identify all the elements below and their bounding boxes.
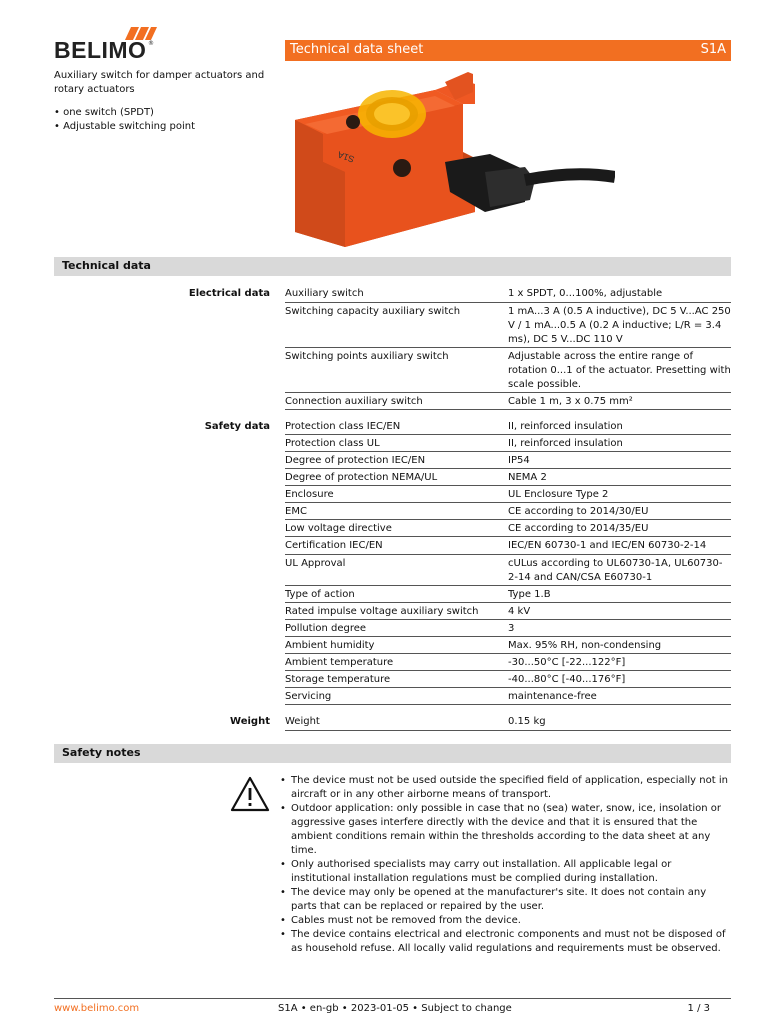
section-technical-data	[54, 257, 731, 276]
table-row	[285, 303, 731, 348]
row-key: Pollution degree	[285, 623, 367, 634]
warning-triangle-icon	[230, 776, 270, 812]
table-row	[285, 713, 731, 731]
row-key: Ambient humidity	[285, 640, 375, 651]
table-row	[285, 486, 731, 503]
group-label-weight: Weight	[230, 716, 270, 727]
banner-title: Technical data sheet	[290, 42, 424, 57]
row-value: Adjustable across the entire range of rotation 0...1 of the actuator. Presetting with scale possible.	[508, 351, 731, 390]
page-number: 1 / 3	[687, 1003, 710, 1014]
row-value: 0.15 kg	[508, 716, 546, 727]
row-key: Protection class UL	[285, 438, 380, 449]
row-value: 1 x SPDT, 0...100%, adjustable	[508, 288, 663, 299]
row-value: Cable 1 m, 3 x 0.75 mm²	[508, 396, 633, 407]
row-value: IP54	[508, 455, 530, 466]
row-value: Type 1.B	[508, 589, 551, 600]
row-key: Weight	[285, 716, 320, 727]
website-link[interactable]: www.belimo.com	[54, 1003, 140, 1014]
row-key: Auxiliary switch	[285, 288, 364, 299]
row-value: -30...50°C [-22...122°F]	[508, 657, 626, 668]
logo-registered-mark: ®	[148, 40, 154, 47]
title-banner	[285, 40, 731, 61]
logo-text: BELIMO	[54, 37, 147, 63]
safety-note: • Outdoor application: only possible in case that no (sea) water, snow, ice, insolation or aggressive gases interfere directly with the device and that it is ensured that the ambient conditions remain within the thresholds according to the data sheet at any time.	[278, 802, 733, 858]
section-title: Technical data	[62, 259, 151, 272]
row-value: NEMA 2	[508, 472, 547, 483]
safety-note: • Cables must not be removed from the device.	[278, 914, 733, 928]
table-row	[285, 435, 731, 452]
row-key: Connection auxiliary switch	[285, 396, 423, 407]
device-label: S1A	[336, 149, 356, 165]
safety-note: • The device must not be used outside the specified field of application, especially not in aircraft or in any other airborne means of transport.	[278, 774, 733, 802]
product-code: S1A	[700, 42, 726, 57]
row-key: Storage temperature	[285, 674, 391, 685]
row-value: 4 kV	[508, 606, 531, 617]
row-key: Servicing	[285, 691, 332, 702]
row-value: maintenance-free	[508, 691, 597, 702]
feature-item: • Adjustable switching point	[54, 121, 195, 132]
row-value: 1 mA...3 A (0.5 A inductive), DC 5 V...AC 250 V / 1 mA...0.5 A (0.2 A inductive; L/R = 3.4 ms), DC 5 V...DC 110 V	[508, 306, 731, 345]
feature-item: • one switch (SPDT)	[54, 107, 154, 118]
safety-notes-list	[278, 774, 733, 956]
row-value: UL Enclosure Type 2	[508, 489, 609, 500]
section-title: Safety notes	[62, 746, 141, 759]
row-value: cULus according to UL60730-1A, UL60730-2-14 and CAN/CSA E60730-1	[508, 558, 723, 583]
table-row	[285, 671, 731, 688]
table-row	[285, 469, 731, 486]
row-value: CE according to 2014/35/EU	[508, 523, 649, 534]
belimo-logo	[54, 27, 154, 67]
footer-divider	[54, 998, 731, 999]
row-key: Protection class IEC/EN	[285, 421, 401, 432]
row-key: Rated impulse voltage auxiliary switch	[285, 606, 479, 617]
row-key: Enclosure	[285, 489, 334, 500]
product-subtitle: Auxiliary switch for damper actuators and rotary actuators	[54, 70, 265, 95]
table-row	[285, 603, 731, 620]
row-value: 3	[508, 623, 515, 634]
row-key: Certification IEC/EN	[285, 540, 383, 551]
row-key: Switching capacity auxiliary switch	[285, 306, 461, 317]
row-key: Low voltage directive	[285, 523, 392, 534]
auxiliary-switch-photo	[285, 62, 615, 252]
table-row	[285, 393, 731, 410]
row-key: Degree of protection IEC/EN	[285, 455, 426, 466]
table-row	[285, 418, 731, 435]
row-key: Switching points auxiliary switch	[285, 351, 449, 362]
row-key: Type of action	[285, 589, 355, 600]
table-row	[285, 620, 731, 637]
row-key: Degree of protection NEMA/UL	[285, 472, 438, 483]
row-value: -40...80°C [-40...176°F]	[508, 674, 626, 685]
table-row	[285, 555, 731, 586]
table-row	[285, 520, 731, 537]
safety-note: • The device may only be opened at the manufacturer's site. It does not contain any parts that can be replaced or repaired by the user.	[278, 886, 733, 914]
row-value: CE according to 2014/30/EU	[508, 506, 649, 517]
document-info: S1A • en-gb • 2023-01-05 • Subject to change	[278, 1003, 512, 1014]
row-key: UL Approval	[285, 558, 346, 569]
row-value: Max. 95% RH, non-condensing	[508, 640, 662, 651]
table-row	[285, 654, 731, 671]
row-key: EMC	[285, 506, 307, 517]
row-key: Ambient temperature	[285, 657, 394, 668]
table-row	[285, 285, 731, 303]
row-value: II, reinforced insulation	[508, 421, 623, 432]
table-row	[285, 452, 731, 469]
group-label-safety: Safety data	[204, 421, 270, 432]
feature-list	[54, 106, 195, 134]
row-value: II, reinforced insulation	[508, 438, 623, 449]
safety-note: • The device contains electrical and electronic components and must not be disposed of as household refuse. All locally valid regulations and requirements must be observed.	[278, 928, 733, 956]
group-label-electrical: Electrical data	[188, 288, 270, 299]
table-row	[285, 637, 731, 654]
table-row	[285, 586, 731, 603]
table-row	[285, 688, 731, 705]
table-row	[285, 503, 731, 520]
table-row	[285, 348, 731, 393]
section-safety-notes	[54, 744, 731, 763]
table-row	[285, 537, 731, 555]
safety-note: • Only authorised specialists may carry out installation. All applicable legal or institutional installation regulations must be complied during installation.	[278, 858, 733, 886]
row-value: IEC/EN 60730-1 and IEC/EN 60730-2-14	[508, 540, 707, 551]
